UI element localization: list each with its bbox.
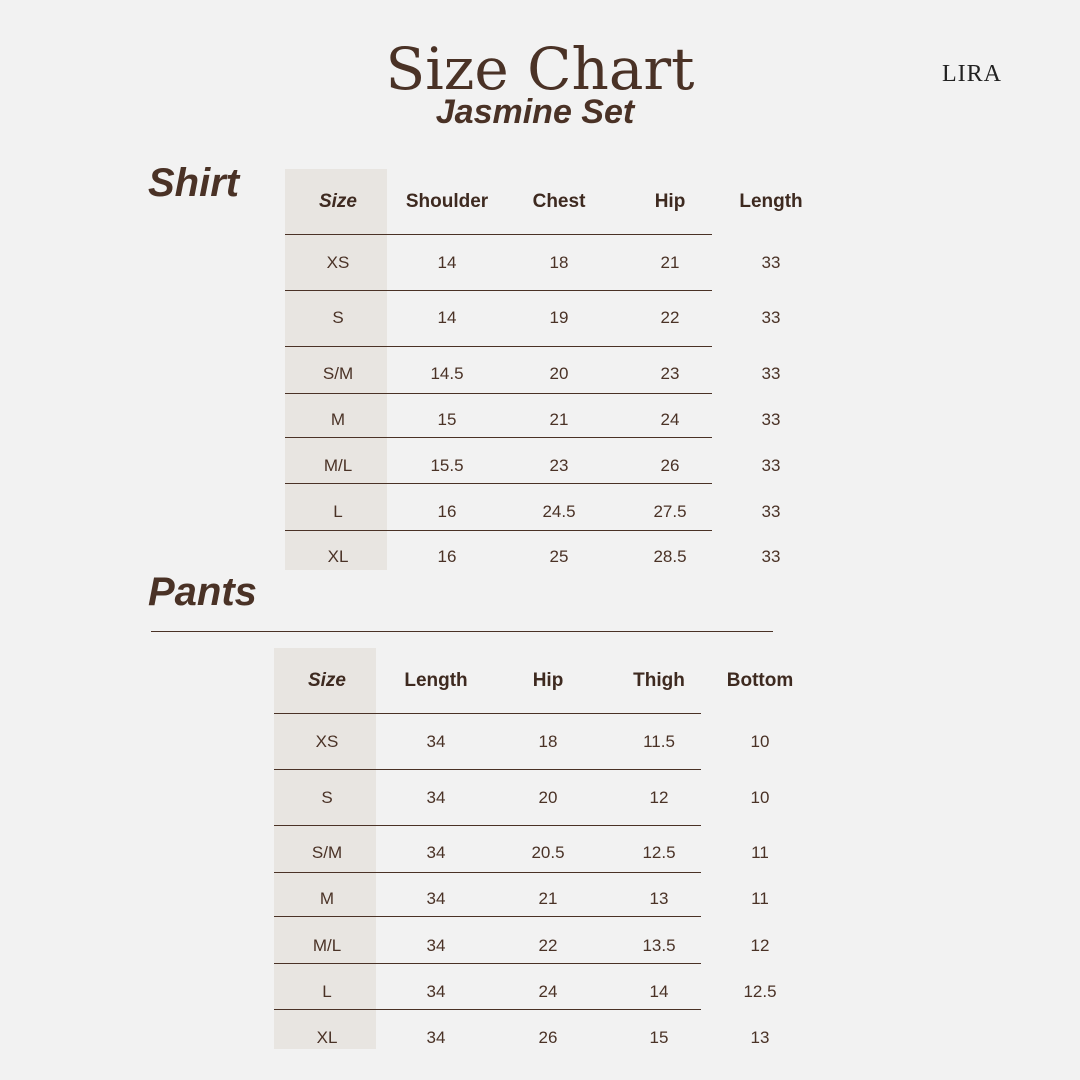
shirt-value-cell: 23	[660, 364, 680, 383]
shirt-value-cell: 19	[549, 308, 569, 327]
shirt-value-cell: 33	[761, 456, 781, 475]
pants-value-cell: 18	[538, 732, 558, 751]
pants-header-length: Length	[404, 670, 468, 691]
pants-value-cell: 13	[649, 889, 669, 908]
pants-value-cell: 15	[649, 1028, 669, 1047]
shirt-value-cell: 27.5	[653, 502, 687, 521]
shirt-value-cell: 33	[761, 364, 781, 383]
shirt-value-cell: 18	[549, 253, 569, 272]
pants-row-divider	[274, 825, 701, 826]
shirt-header-chest: Chest	[532, 191, 586, 212]
pants-row-divider	[274, 769, 701, 770]
pants-section-label: Pants	[148, 570, 257, 614]
shirt-size-cell: XS	[326, 253, 350, 272]
shirt-value-cell: 14	[437, 308, 457, 327]
shirt-value-cell: 16	[437, 502, 457, 521]
pants-header-size: Size	[307, 670, 347, 691]
shirt-size-cell: XL	[327, 547, 349, 566]
pants-row-divider	[274, 963, 701, 964]
pants-value-cell: 11	[751, 843, 769, 862]
pants-value-cell: 12.5	[743, 982, 777, 1001]
pants-value-cell: 10	[750, 788, 770, 807]
pants-header-hip: Hip	[532, 670, 564, 691]
pants-value-cell: 12	[649, 788, 669, 807]
pants-size-cell: S/M	[311, 843, 343, 862]
pants-size-cell: L	[322, 982, 332, 1001]
brand-logo: LIRA	[942, 61, 1002, 87]
pants-size-cell: M	[319, 889, 335, 908]
pants-row-divider	[274, 872, 701, 873]
pants-value-cell: 34	[426, 788, 446, 807]
shirt-value-cell: 16	[437, 547, 457, 566]
pants-value-cell: 21	[538, 889, 558, 908]
shirt-row-divider	[285, 234, 712, 235]
pants-value-cell: 12.5	[642, 843, 676, 862]
pants-value-cell: 13.5	[642, 936, 676, 955]
shirt-size-cell: M/L	[323, 456, 353, 475]
pants-size-cell: S	[321, 788, 333, 807]
page-subtitle: Jasmine Set	[435, 93, 635, 131]
pants-value-cell: 34	[426, 889, 446, 908]
pants-row-divider	[274, 1009, 701, 1010]
shirt-value-cell: 28.5	[653, 547, 687, 566]
shirt-header-size: Size	[318, 191, 358, 212]
shirt-value-cell: 33	[761, 308, 781, 327]
shirt-row-divider	[285, 346, 712, 347]
shirt-size-cell: S	[332, 308, 344, 327]
pants-value-cell: 24	[538, 982, 558, 1001]
pants-value-cell: 34	[426, 982, 446, 1001]
shirt-value-cell: 15.5	[430, 456, 464, 475]
shirt-row-divider	[285, 437, 712, 438]
pants-value-cell: 34	[426, 1028, 446, 1047]
shirt-section-label: Shirt	[148, 161, 240, 205]
shirt-value-cell: 14	[437, 253, 457, 272]
shirt-value-cell: 26	[660, 456, 680, 475]
shirt-row-divider	[285, 483, 712, 484]
shirt-header-length: Length	[739, 191, 803, 212]
pants-value-cell: 20.5	[531, 843, 565, 862]
shirt-size-cell: M	[330, 410, 346, 429]
shirt-value-cell: 33	[761, 502, 781, 521]
shirt-value-cell: 22	[660, 308, 680, 327]
page-title: Size Chart	[385, 35, 695, 103]
pants-value-cell: 12	[750, 936, 770, 955]
pants-value-cell: 14	[649, 982, 669, 1001]
pants-size-cell: XL	[316, 1028, 338, 1047]
pants-size-cell: XS	[315, 732, 339, 751]
pants-value-cell: 34	[426, 732, 446, 751]
pants-value-cell: 22	[538, 936, 558, 955]
shirt-value-cell: 24.5	[542, 502, 576, 521]
shirt-size-cell: S/M	[322, 364, 354, 383]
shirt-value-cell: 15	[437, 410, 457, 429]
pants-value-cell: 13	[750, 1028, 770, 1047]
shirt-value-cell: 14.5	[430, 364, 464, 383]
pants-value-cell: 20	[538, 788, 558, 807]
shirt-value-cell: 21	[660, 253, 680, 272]
section-divider	[151, 631, 773, 632]
pants-value-cell: 34	[426, 843, 446, 862]
pants-value-cell: 34	[426, 936, 446, 955]
shirt-value-cell: 24	[660, 410, 680, 429]
shirt-row-divider	[285, 290, 712, 291]
shirt-header-shoulder: Shoulder	[405, 191, 489, 212]
pants-value-cell: 10	[750, 732, 770, 751]
shirt-value-cell: 33	[761, 410, 781, 429]
shirt-header-hip: Hip	[654, 191, 686, 212]
pants-size-cell: M/L	[312, 936, 342, 955]
shirt-value-cell: 20	[549, 364, 569, 383]
pants-header-bottom: Bottom	[726, 670, 794, 691]
pants-header-thigh: Thigh	[633, 670, 685, 691]
pants-value-cell: 11	[751, 889, 769, 908]
shirt-value-cell: 33	[761, 547, 781, 566]
shirt-value-cell: 23	[549, 456, 569, 475]
shirt-value-cell: 33	[761, 253, 781, 272]
pants-value-cell: 11.5	[643, 732, 675, 751]
shirt-value-cell: 21	[549, 410, 569, 429]
shirt-row-divider	[285, 530, 712, 531]
pants-value-cell: 26	[538, 1028, 558, 1047]
shirt-size-cell: L	[333, 502, 343, 521]
shirt-row-divider	[285, 393, 712, 394]
pants-row-divider	[274, 713, 701, 714]
pants-row-divider	[274, 916, 701, 917]
shirt-value-cell: 25	[549, 547, 569, 566]
